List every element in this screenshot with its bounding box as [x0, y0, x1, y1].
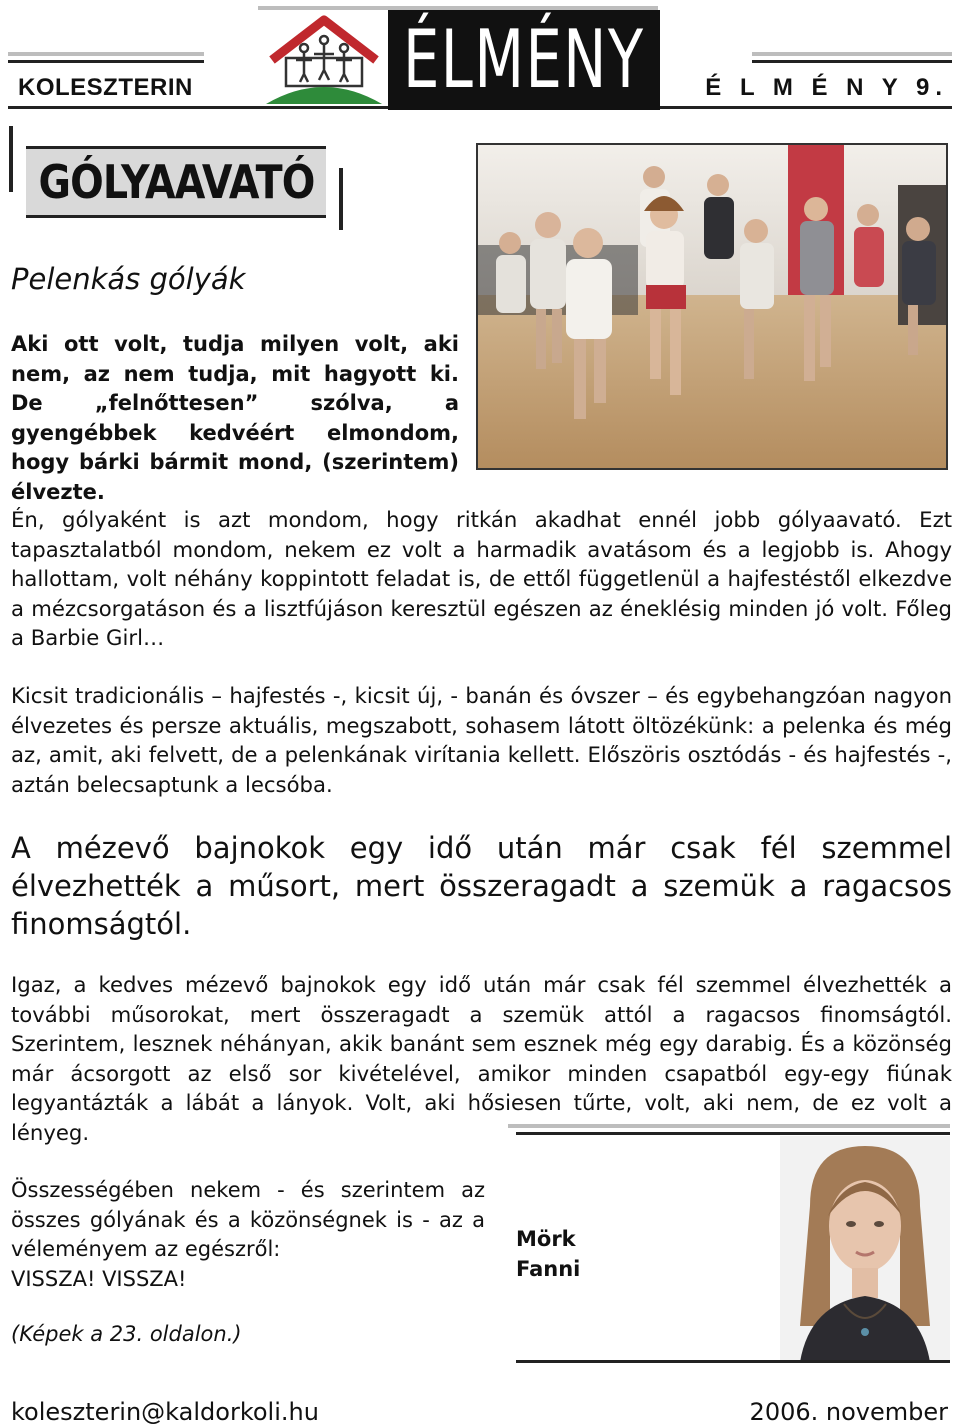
paragraph-2: Kicsit tradicionális – hajfestés -, kicsit új, - banán és óvszer – és egybehangzóan nagyon élvezetes és persze aktuális, megszabott, sohasem látott öltözékünk: a pelenka és még az, amit, aki felvett, de a pelenkának virítania kellett. Előszöris osztódás - és hajfestés -, aztán belecsaptunk a lecsóba. [11, 683, 952, 797]
title-right-bar [339, 168, 343, 230]
lead-quote: A mézevő bajnokok egy idő után már csak fél szemmel élvezhették a műsort, mert összeragadt a szemük a ragacsos finomságtól. [11, 831, 952, 941]
masthead-title: ÉLMÉNY [388, 10, 660, 110]
dormitory-logo [262, 12, 386, 108]
author-first-line: Mörk [516, 1227, 576, 1251]
header-grey-rule-right [752, 52, 952, 56]
author-second-line: Fanni [516, 1257, 581, 1281]
header-section-page: É L M É N Y 9. [705, 74, 948, 101]
dancing-students-photo [476, 143, 948, 470]
closing-line-2: VISSZA! VISSZA! [11, 1266, 187, 1291]
portrait-bottom-rule [516, 1360, 950, 1363]
article-title-box [26, 146, 326, 218]
article-title: GÓLYAAVATÓ [37, 155, 315, 209]
paragraph-1: Én, gólyaként is azt mondom, hogy ritkán akadhat ennél jobb gólyaavató. Ezt tapasztalatból mondom, nekem ez volt a harmadik avatásom és a legjobb is. Ahogy hallottam, volt néhány koppintott feladat is, de ettől függetlenül a hajfestéstől elkezdve a mézcsorgatáson és a lisztfújáson keresztül egészen az éneklésig minden jó volt. Főleg a Barbie Girl… [11, 507, 952, 650]
closing-rule [516, 1132, 950, 1135]
header-rule-right [752, 60, 952, 63]
header-publication-name: KOLESZTERIN [18, 74, 193, 101]
footer-date: 2006. november [749, 1398, 948, 1426]
paragraph-3: Igaz, a kedves mézevő bajnokok egy idő után már csak fél szemmel élvezhették a további műsorokat, mert összeragadt a szemük attól a ragacsos finomságtól. Szerintem, lesznek néhányan, akik banánt sem esznek még egy darabig. És a közönség már ácsorgott az első sor kivételével, amikor minden csapatból egy-egy fiúnak legyantázták a lábát a lányok. Volt, aki hősiesen tűrte, volt, aki nem, de ez volt a lényeg. [11, 972, 952, 1145]
closing-paragraph [11, 1176, 485, 1294]
article-subtitle: Pelenkás gólyák [11, 262, 246, 296]
photo-reference-caption: (Képek a 23. oldalon.) [11, 1322, 242, 1346]
footer-email: koleszterin@kaldorkoli.hu [11, 1398, 319, 1426]
title-left-bar [9, 126, 13, 192]
closing-grey-rule [508, 1124, 950, 1128]
header-grey-rule-left [8, 52, 204, 56]
header-rule-left [8, 60, 204, 63]
author-name [516, 1224, 580, 1284]
author-portrait-photo [780, 1136, 950, 1362]
intro-paragraph: Aki ott volt, tudja milyen volt, aki nem, az nem tudja, mit hagyott ki. De „felnőttesen” szólva, a gyengébbek kedvéért elmondom, hogy bárki bármit mond, (szerintem) élvezte. [11, 332, 459, 504]
closing-line-1: Összességében nekem - és szerintem az összes gólyának és a közönségnek is - az a véleményem az egészről: [11, 1178, 485, 1261]
